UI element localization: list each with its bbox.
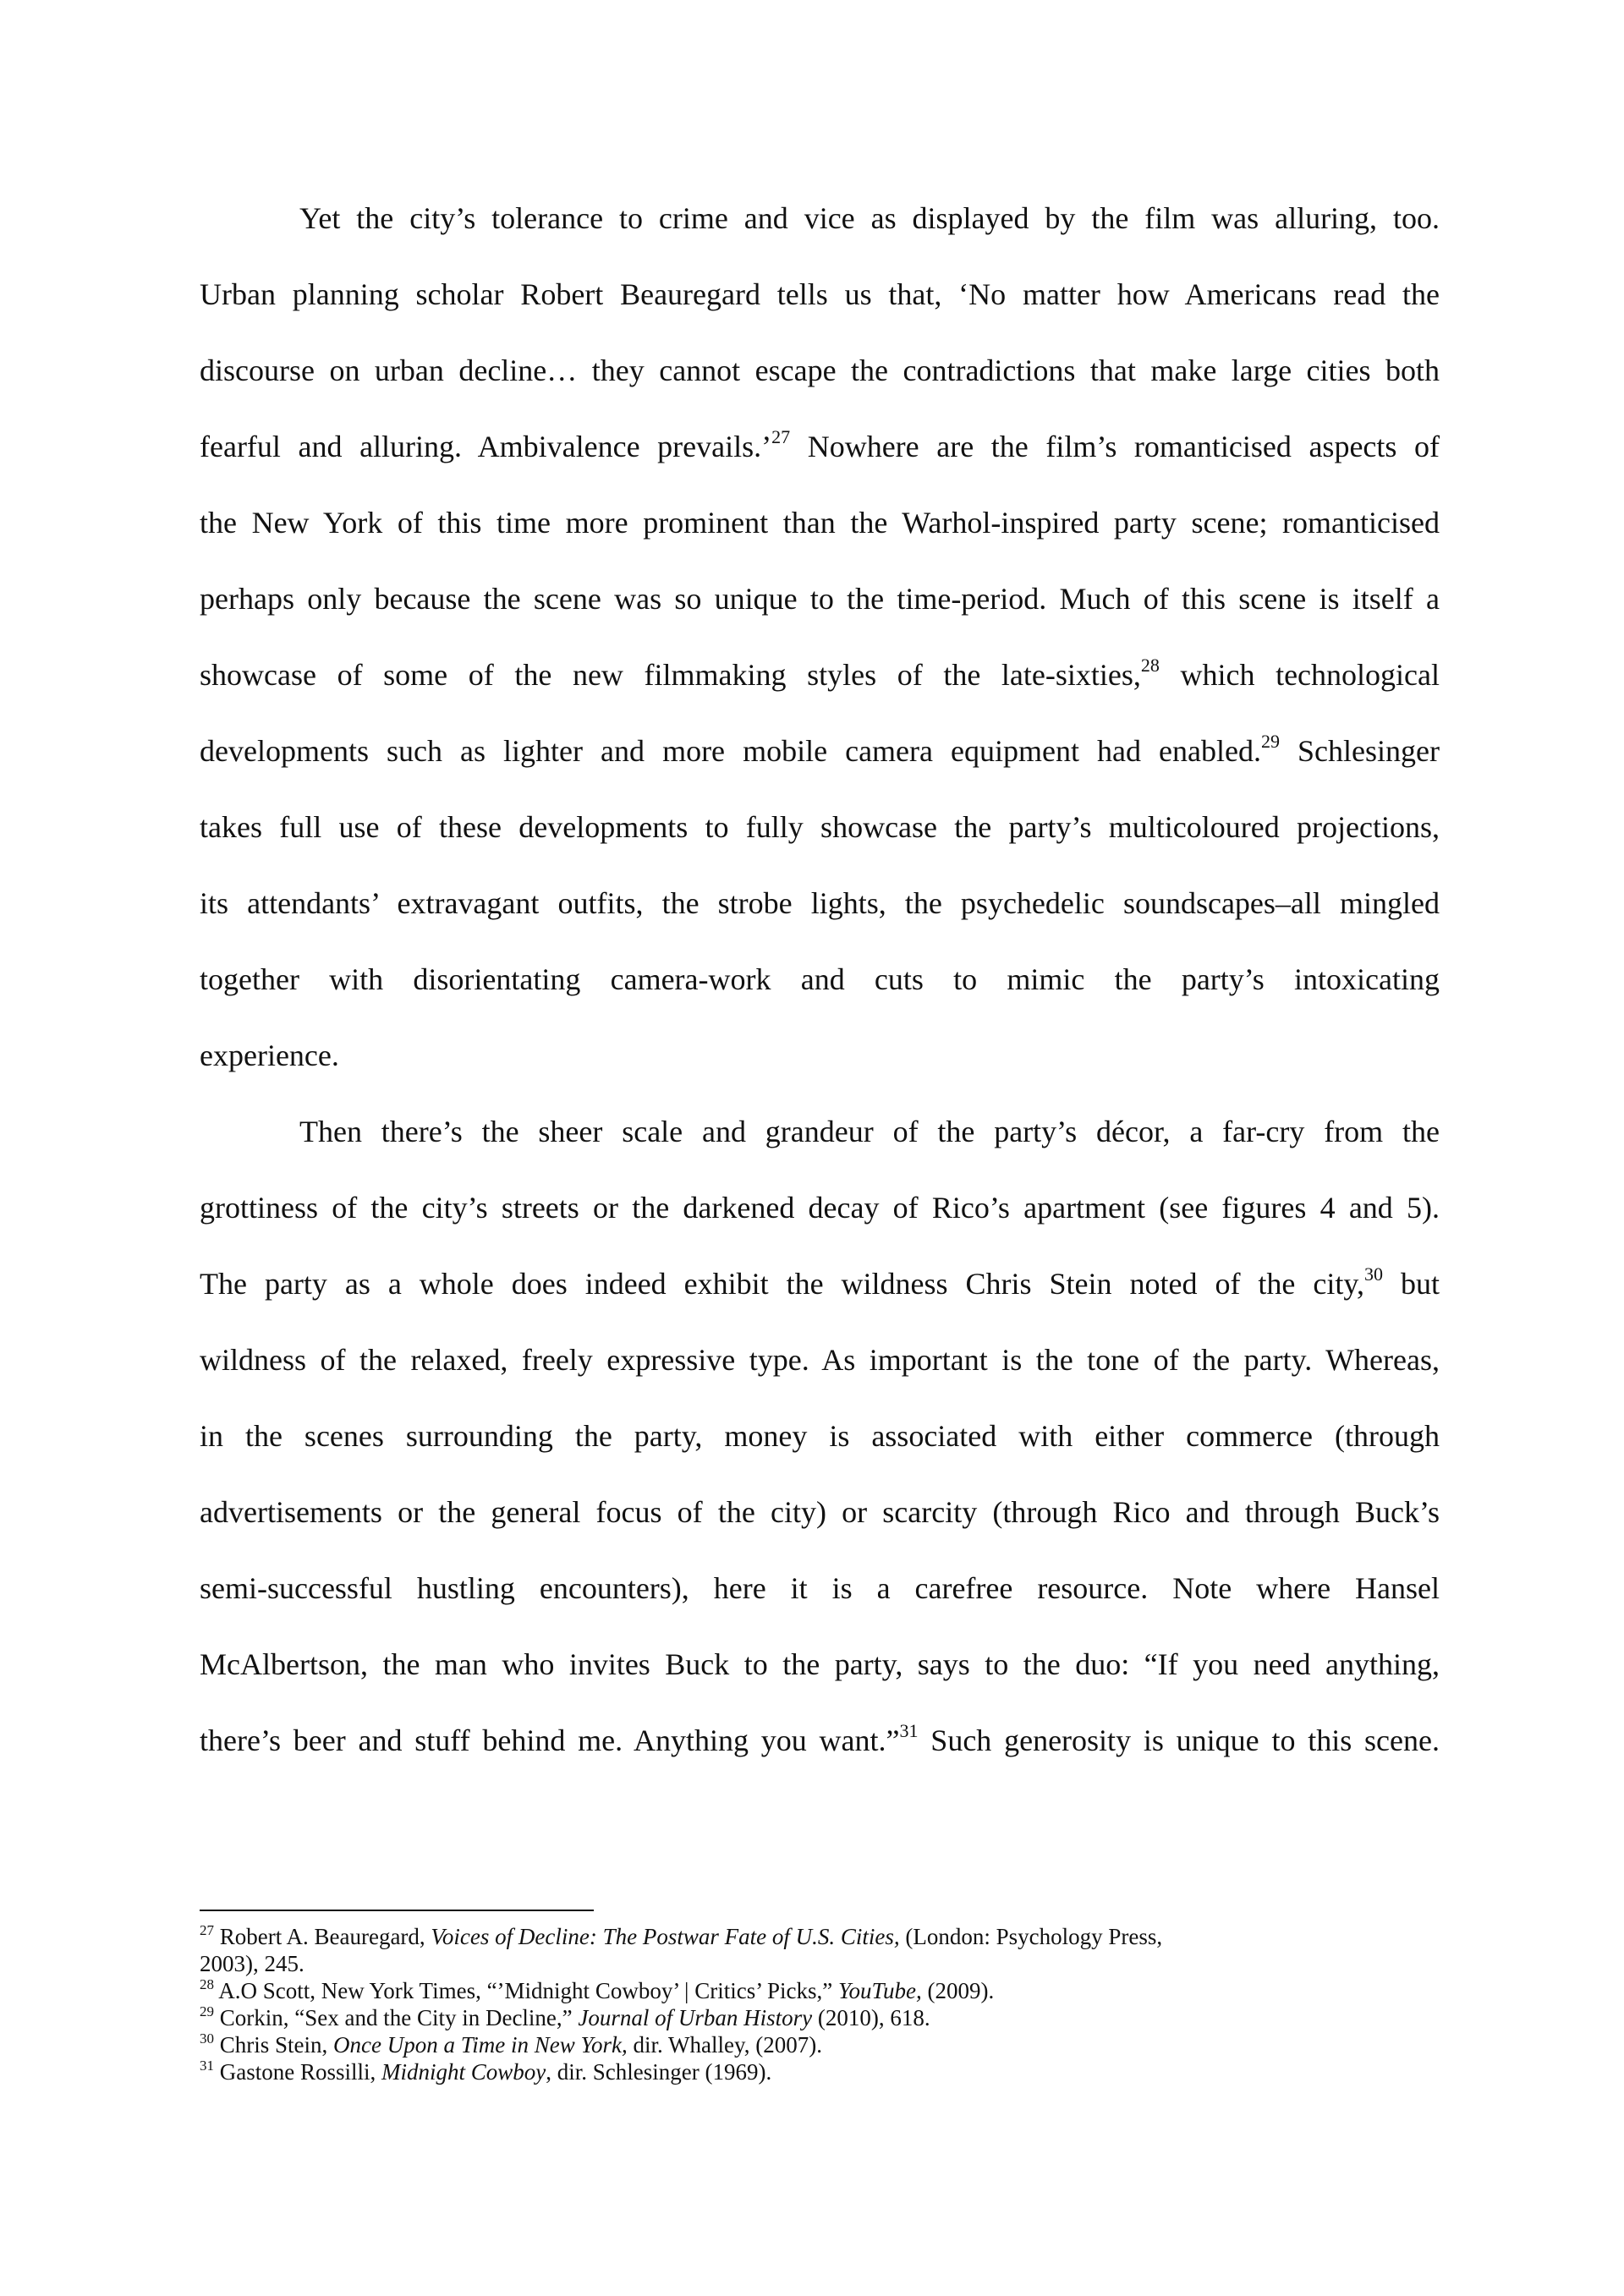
- footnote-divider: [200, 1910, 594, 1911]
- footnote-3: [200, 2004, 1440, 2031]
- body-text: wildness of the relaxed, freely expressive type. As important is the tone of the party. Whereas,: [200, 1343, 1440, 1377]
- body-text: its attendants’ extravagant outfits, the strobe lights, the psychedelic soundscapes–all mingled: [200, 886, 1440, 920]
- body-text: Nowhere are the film’s romanticised aspects of: [790, 430, 1440, 463]
- footnote-text: Chris Stein,: [214, 2032, 334, 2058]
- footnote-text: dir. Whalley, (2007).: [627, 2032, 822, 2058]
- footnote-text: Gastone Rossilli,: [214, 2059, 382, 2085]
- footnote-line: [200, 1923, 1440, 1950]
- footnote-text: (2009).: [921, 1978, 995, 2003]
- footnote-4: [200, 2031, 1440, 2058]
- text-line: [200, 649, 1440, 726]
- text-line: [200, 421, 1440, 497]
- footnote-italic: YouTube,: [837, 1978, 922, 2003]
- footnote-reference: 30: [1364, 1263, 1384, 1285]
- footnote-line: [200, 2031, 1440, 2058]
- text-line: [200, 573, 1440, 649]
- paragraph-1: [200, 193, 1440, 1106]
- body-text: the New York of this time more prominent than the Warhol-inspired party scene; romanticised: [200, 506, 1440, 540]
- footnote-line: [200, 2004, 1440, 2031]
- body-text: McAlbertson, the man who invites Buck to the party, says to the duo: “If you need anything,: [200, 1647, 1440, 1681]
- footnote-text: (London: Psychology Press,: [899, 1924, 1163, 1949]
- text-line: [200, 1258, 1440, 1334]
- body-text: together with disorientating camera-work and cuts to mimic the party’s intoxicating: [200, 962, 1440, 996]
- body-text: Then there’s the sheer scale and grandeur of the party’s décor, a far-cry from the: [299, 1115, 1440, 1148]
- text-line: [200, 1182, 1440, 1258]
- footnote-reference: 27: [200, 1922, 214, 1938]
- footnote-2: [200, 1977, 1440, 2004]
- footnote-text: , dir. Schlesinger (1969).: [546, 2059, 772, 2085]
- body-text: Urban planning scholar Robert Beauregard tells us that, ‘No matter how Americans read the: [200, 277, 1440, 311]
- text-line: [200, 1334, 1440, 1411]
- footnote-line: [200, 1950, 1440, 1977]
- footnote-italic: Once Upon a Time in New York,: [333, 2032, 628, 2058]
- body-text: semi-successful hustling encounters), here it is a carefree resource. Note where Hansel: [200, 1571, 1440, 1605]
- footnote-text: 2003), 245.: [200, 1951, 304, 1976]
- text-line: [200, 269, 1440, 345]
- footnote-italic: Journal of Urban History: [578, 2005, 813, 2030]
- body-text: [200, 193, 1440, 1791]
- footnote-reference: 31: [899, 1720, 919, 1741]
- footnote-text: A.O Scott, New York Times, “’Midnight Cowboy’ | Critics’ Picks,”: [214, 1978, 838, 2003]
- text-line: [200, 1411, 1440, 1487]
- body-text: which technological: [1159, 658, 1440, 692]
- body-text: grottiness of the city’s streets or the darkened decay of Rico’s apartment (see figures 4 and 5).: [200, 1191, 1440, 1225]
- footnote-italic: Voices of Decline: The Postwar Fate of U.S. Cities,: [431, 1924, 900, 1949]
- body-text: advertisements or the general focus of the city) or scarcity (through Rico and through Buck’s: [200, 1495, 1440, 1529]
- body-text: The party as a whole does indeed exhibit the wildness Chris Stein noted of the city,: [200, 1267, 1365, 1301]
- body-text: Yet the city’s tolerance to crime and vice as displayed by the film was alluring, too.: [299, 201, 1440, 235]
- text-line: [200, 345, 1440, 421]
- footnote-reference: 27: [771, 426, 791, 447]
- footnote-reference: 29: [1261, 731, 1280, 752]
- paragraph-2: [200, 1106, 1440, 1791]
- text-line: [200, 1030, 1440, 1106]
- text-line: [200, 497, 1440, 573]
- text-line: [200, 1106, 1440, 1182]
- footnote-reference: 28: [1140, 655, 1160, 676]
- footnote-text: (2010), 618.: [812, 2005, 930, 2030]
- text-line: [200, 1563, 1440, 1639]
- text-line: [200, 726, 1440, 802]
- footnote-reference: 29: [200, 2003, 214, 2019]
- body-text: developments such as lighter and more mobile camera equipment had enabled.: [200, 734, 1261, 768]
- footnote-reference: 30: [200, 2030, 214, 2047]
- footnote-italic: Midnight Cowboy: [381, 2059, 546, 2085]
- footnotes: [200, 1923, 1440, 2085]
- text-line: [200, 802, 1440, 878]
- body-text: discourse on urban decline… they cannot escape the contradictions that make large cities both: [200, 353, 1440, 387]
- text-line: [200, 1639, 1440, 1715]
- footnote-reference: 28: [200, 1976, 214, 1992]
- text-line: [200, 954, 1440, 1030]
- body-text: perhaps only because the scene was so unique to the time-period. Much of this scene is itself a: [200, 582, 1440, 616]
- footnote-text: Corkin, “Sex and the City in Decline,”: [214, 2005, 579, 2030]
- body-text: Such generosity is unique to this scene.: [918, 1723, 1440, 1757]
- text-line: [200, 193, 1440, 269]
- body-text: but: [1383, 1267, 1440, 1301]
- body-text: experience.: [200, 1038, 339, 1072]
- text-line: [200, 1715, 1440, 1791]
- footnote-line: [200, 2058, 1440, 2085]
- body-text: fearful and alluring. Ambivalence prevails.’: [200, 430, 772, 463]
- footnote-text: Robert A. Beauregard,: [214, 1924, 431, 1949]
- footnote-1: [200, 1923, 1440, 1977]
- footnote-line: [200, 1977, 1440, 2004]
- body-text: Schlesinger: [1280, 734, 1440, 768]
- body-text: in the scenes surrounding the party, money is associated with either commerce (through: [200, 1419, 1440, 1453]
- footnote-5: [200, 2058, 1440, 2085]
- text-line: [200, 1487, 1440, 1563]
- footnote-reference: 31: [200, 2058, 214, 2074]
- body-text: showcase of some of the new filmmaking styles of the late-sixties,: [200, 658, 1141, 692]
- body-text: takes full use of these developments to fully showcase the party’s multicoloured projections,: [200, 810, 1440, 844]
- text-line: [200, 878, 1440, 954]
- body-text: there’s beer and stuff behind me. Anything you want.”: [200, 1723, 900, 1757]
